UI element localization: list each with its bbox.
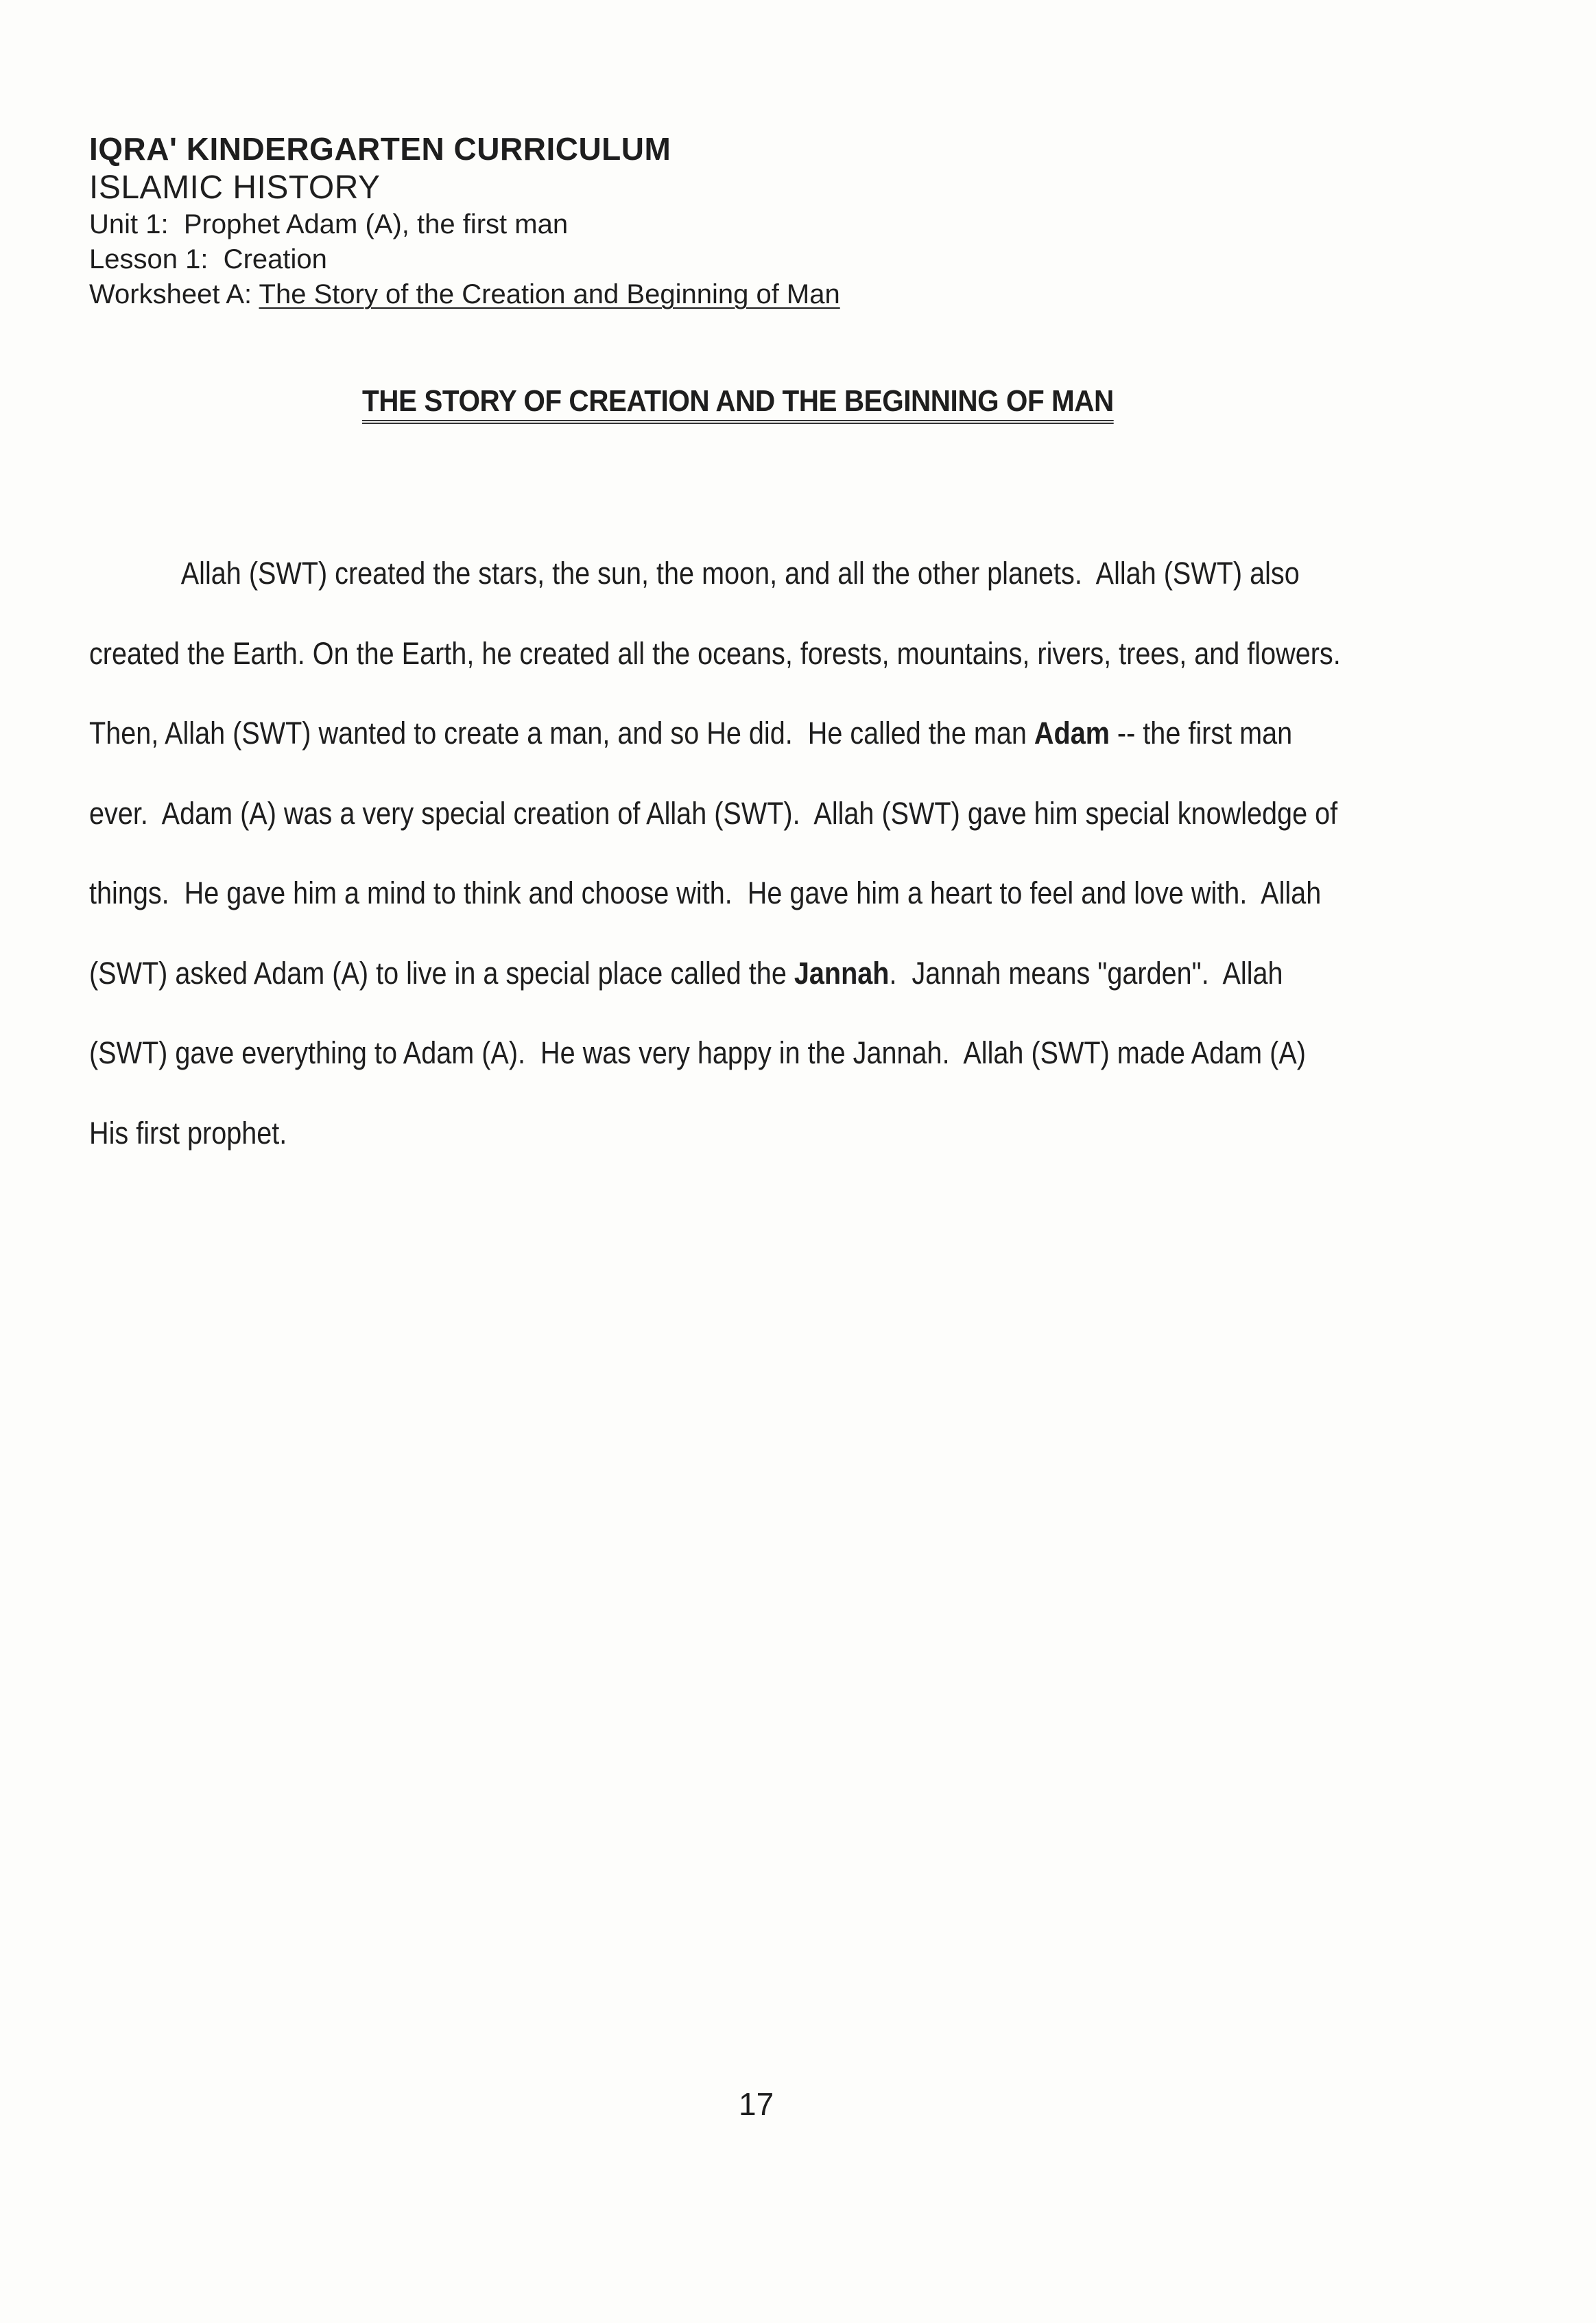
story-line: things. He gave him a mind to think and choose with. He gave him a heart to feel and love with. Allah (89, 875, 1322, 910)
unit-line: Unit 1: Prophet Adam (A), the first man (89, 209, 569, 239)
story-text: . Jannah means "garden". Allah (889, 955, 1283, 991)
lesson-line: Lesson 1: Creation (89, 244, 327, 274)
worksheet-line (89, 277, 840, 312)
story-line: (SWT) gave everything to Adam (A). He was very happy in the Jannah. Allah (SWT) made Adam (A) (89, 1035, 1306, 1070)
worksheet-title: The Story of the Creation and Beginning of Man (259, 279, 840, 309)
story-text: -- the first man (1109, 716, 1293, 751)
curriculum-title: IQRA' KINDERGARTEN CURRICULUM (89, 131, 671, 167)
adam-keyword: Adam (1034, 716, 1110, 751)
story-line (89, 694, 1296, 774)
story-line: Allah (SWT) created the stars, the sun, the moon, and all the other planets. Allah (SWT) also (180, 556, 1300, 591)
story-line: ever. Adam (A) was a very special creation of Allah (SWT). Allah (SWT) gave him special knowledge of (89, 795, 1338, 831)
worksheet-label: Worksheet A: (89, 279, 259, 309)
jannah-keyword: Jannah (794, 955, 890, 991)
story-paragraph (89, 534, 1461, 1173)
page-number: 17 (739, 2086, 774, 2122)
story-line: His first prophet. (89, 1115, 287, 1151)
worksheet-header (89, 129, 840, 312)
story-line: created the Earth. On the Earth, he created all the oceans, forests, mountains, rivers, trees, and flowers. (89, 635, 1341, 671)
story-title: THE STORY OF CREATION AND THE BEGINNING OF MAN (362, 384, 1114, 424)
story-text: Then, Allah (SWT) wanted to create a man, and so He did. He called the man (89, 716, 1034, 751)
story-text: (SWT) asked Adam (A) to live in a special place called the (89, 955, 794, 991)
story-line (89, 934, 1296, 1014)
subject-title: ISLAMIC HISTORY (89, 169, 381, 206)
